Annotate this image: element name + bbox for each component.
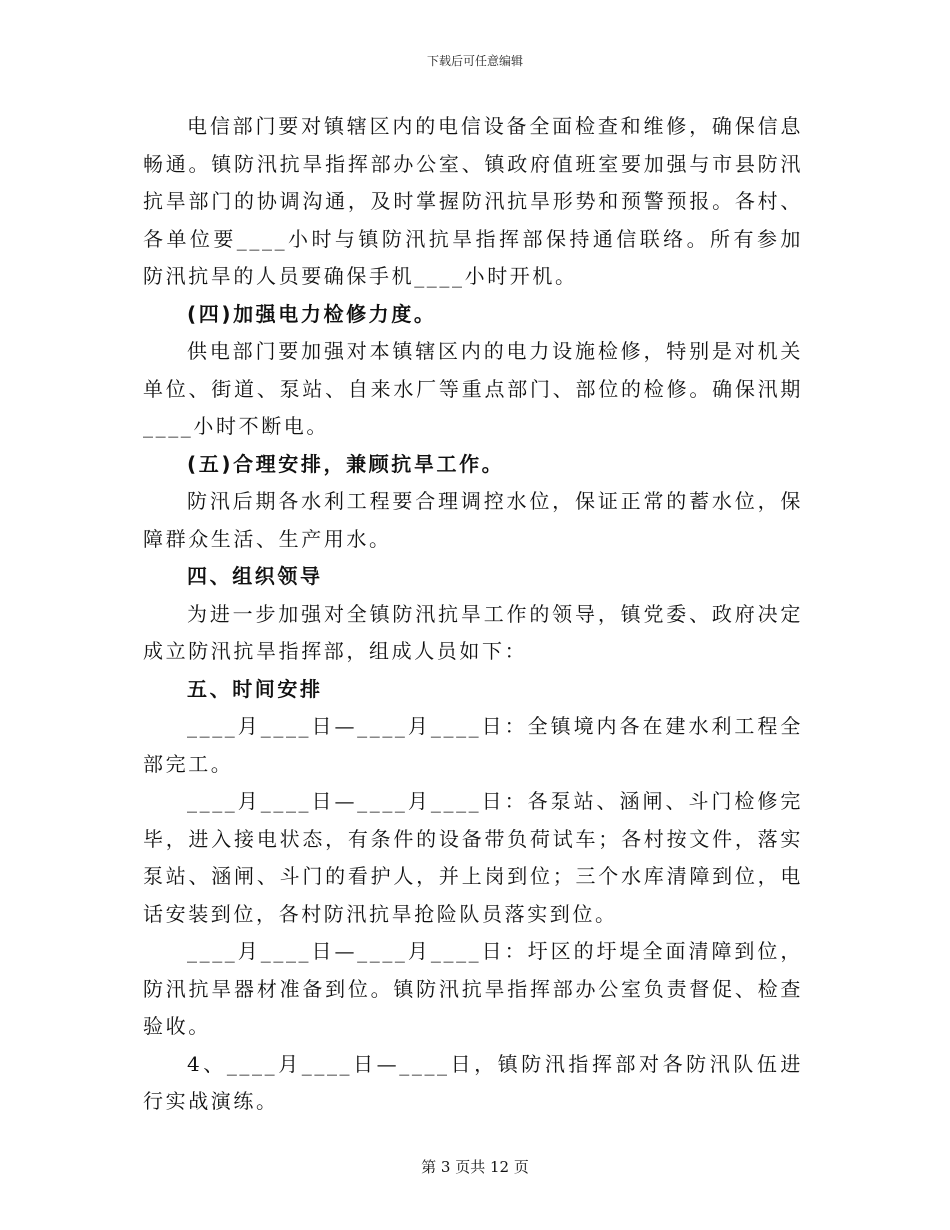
schedule-item-3: ____月____日—____月____日：圩区的圩堤全面清障到位，防汛抗旱器材准备到位。镇防汛抗旱指挥部办公室负责督促、检查验收。	[143, 939, 803, 1038]
schedule-item-4: 4、____月____日—____日，镇防汛指挥部对各防汛队伍进行实战演练。	[143, 1051, 803, 1113]
schedule-item-2: ____月____日—____月____日：各泵站、涵闸、斗门检修完毕，进入接电状态，有条件的设备带负荷试车；各村按文件，落实泵站、涵闸、斗门的看护人，并上岗到位；三个水库清障到位，电话安装到位，各村防汛抗旱抢险队员落实到位。	[143, 789, 803, 926]
heading-drought-work: (五)合理安排，兼顾抗旱工作。	[187, 451, 505, 476]
page-footer: 第 3 页共 12 页	[421, 1158, 529, 1176]
heading-schedule: 五、时间安排	[187, 676, 323, 701]
heading-organization: 四、组织领导	[187, 564, 323, 588]
paragraph-power: 供电部门要加强对本镇辖区内的电力设施检修，特别是对机关单位、街道、泵站、自来水厂等重点部门、部位的检修。确保汛期____小时不断电。	[143, 339, 803, 438]
paragraph-organization: 为进一步加强对全镇防汛抗旱工作的领导，镇党委、政府决定成立防汛抗旱指挥部，组成人员如下：	[143, 601, 803, 663]
document-body	[143, 108, 803, 1121]
heading-power-maintenance: (四)加强电力检修力度。	[187, 301, 437, 326]
paragraph-telecom: 电信部门要对镇辖区内的电信设备全面检查和维修，确保信息畅通。镇防汛抗旱指挥部办公室、镇政府值班室要加强与市县防汛抗旱部门的协调沟通，及时掌握防汛抗旱形势和预警预报。各村、各单位要____小时与镇防汛抗旱指挥部保持通信联络。所有参加防汛抗旱的人员要确保手机____小时开机。	[143, 114, 803, 288]
page-header: 下载后可任意编辑	[426, 54, 523, 68]
schedule-item-1: ____月____日—____月____日：全镇境内各在建水利工程全部完工。	[143, 714, 803, 776]
paragraph-water-level: 防汛后期各水利工程要合理调控水位，保证正常的蓄水位，保障群众生活、生产用水。	[143, 489, 803, 551]
